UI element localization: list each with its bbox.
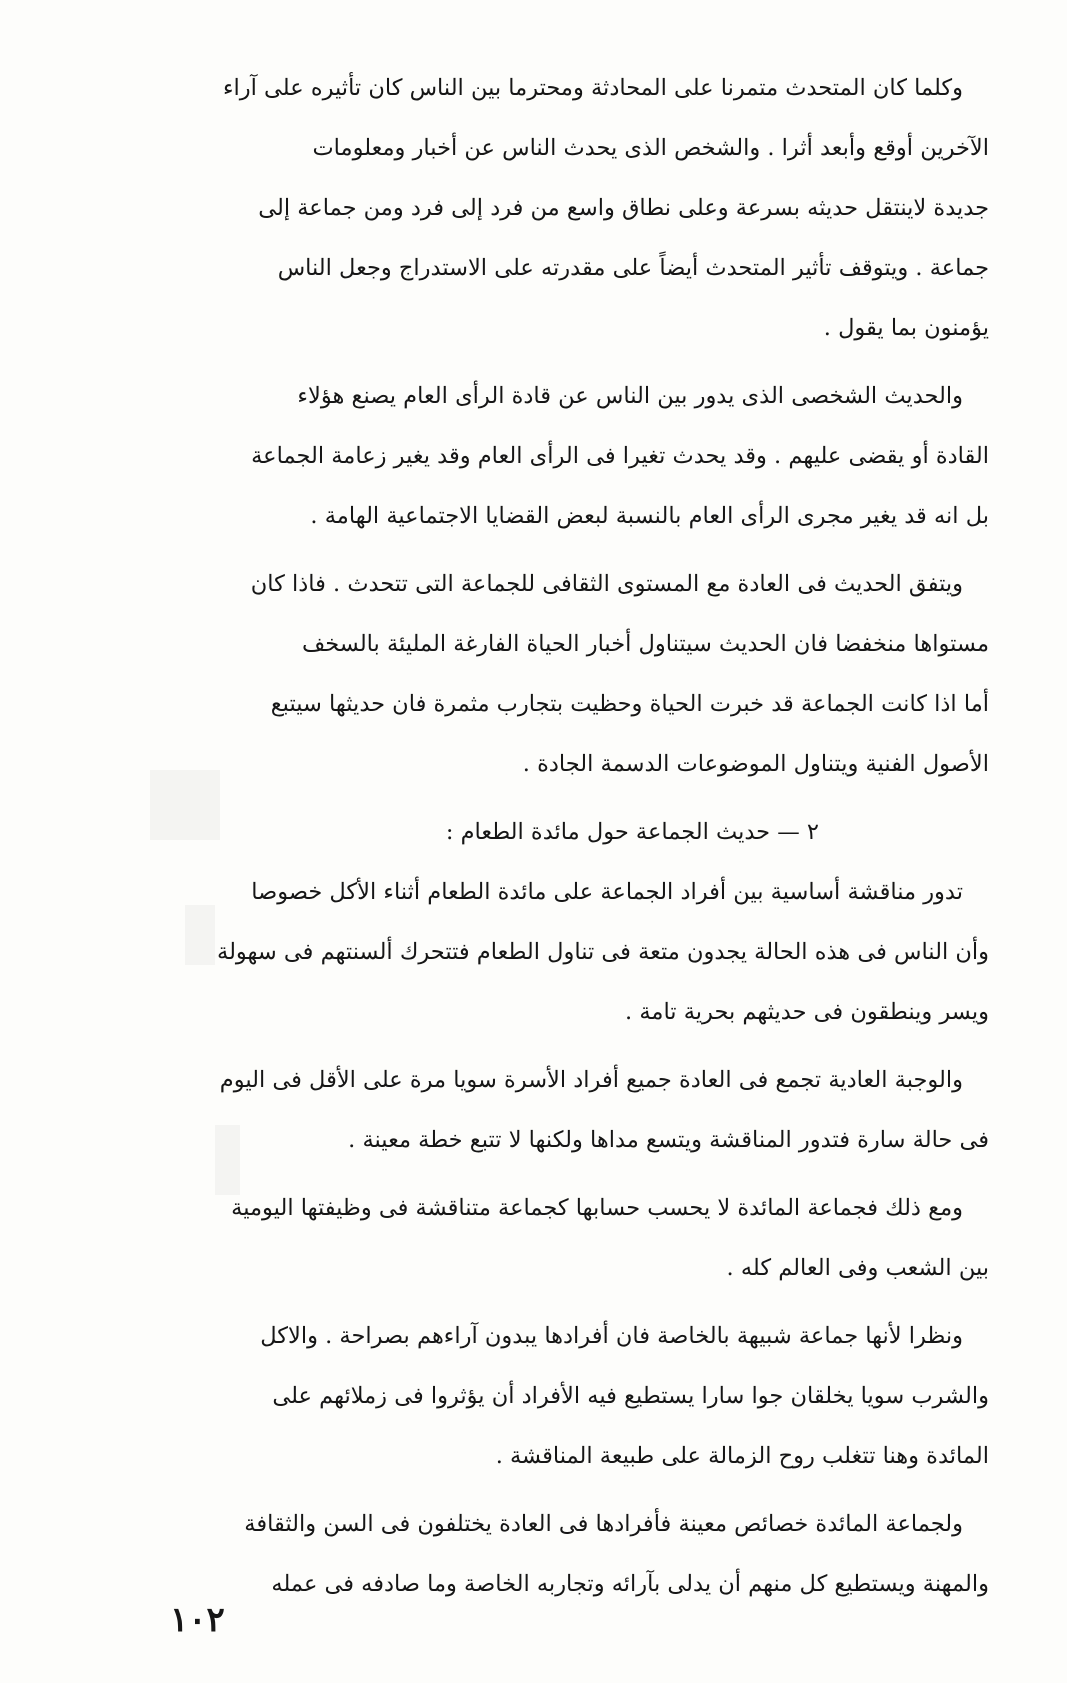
text-line: المائدة وهنا تتغلب روح الزمالة على طبيعة المناقشة . (495, 1443, 989, 1469)
text-line: ولجماعة المائدة خصائص معينة فأفرادها فى العادة يختلفون فى السن والثقافة (244, 1511, 963, 1537)
paragraph-8 (78, 1494, 989, 1614)
text-line: ويتفق الحديث فى العادة مع المستوى الثقافى للجماعة التى تتحدث . فاذا كان (250, 571, 963, 597)
text-line: فى حالة سارة فتدور المناقشة ويتسع مداها ولكنها لا تتبع خطة معينة . (348, 1127, 989, 1153)
text-line: جديدة لاينتقل حديثه بسرعة وعلى نطاق واسع من فرد إلى فرد ومن جماعة إلى (258, 195, 989, 221)
paragraph-2 (78, 366, 989, 546)
text-line: الأصول الفنية ويتناول الموضوعات الدسمة الجادة . (522, 751, 989, 777)
text-line: أما اذا كانت الجماعة قد خبرت الحياة وحظيت بتجارب مثمرة فان حديثها سيتبع (270, 691, 989, 717)
text-line: ونظرا لأنها جماعة شبيهة بالخاصة فان أفرادها يبدون آراءهم بصراحة . والاكل (260, 1323, 963, 1349)
text-line: والحديث الشخصى الذى يدور بين الناس عن قادة الرأى العام يصنع هؤلاء (297, 383, 963, 409)
scan-artifact (150, 770, 220, 840)
scan-artifact (185, 905, 215, 965)
text-line: ومع ذلك فجماعة المائدة لا يحسب حسابها كجماعة متناقشة فى وظيفتها اليومية (231, 1195, 963, 1221)
text-line: جماعة . ويتوقف تأثير المتحدث أيضاً على مقدرته على الاستدراج وجعل الناس (277, 255, 989, 281)
text-line: مستواها منخفضا فان الحديث سيتناول أخبار الحياة الفارغة المليئة بالسخف (301, 631, 989, 657)
text-line: وكلما كان المتحدث متمرنا على المحادثة ومحترما بين الناس كان تأثيره على آراء (222, 75, 963, 101)
text-line: بين الشعب وفى العالم كله . (726, 1255, 989, 1281)
text-line: والشرب سويا يخلقان جوا سارا يستطيع فيه الأفراد أن يؤثروا فى زملائهم على (272, 1383, 989, 1409)
text-line: ويسر وينطقون فى حديثهم بحرية تامة . (625, 999, 989, 1025)
paragraph-7 (78, 1306, 989, 1486)
text-line: والمهنة ويستطيع كل منهم أن يدلى بآرائه وتجاربه الخاصة وما صادفه فى عمله (271, 1571, 989, 1597)
paragraph-3 (78, 554, 989, 794)
text-line: القادة أو يقضى عليهم . وقد يحدث تغيرا فى الرأى العام وقد يغير زعامة الجماعة (251, 443, 989, 469)
page-number: ١٠٢ (170, 1600, 225, 1640)
text-line: بل انه قد يغير مجرى الرأى العام بالنسبة لبعض القضايا الاجتماعية الهامة . (310, 503, 989, 529)
text-line: الآخرين أوقع وأبعد أثرا . والشخص الذى يحدث الناس عن أخبار ومعلومات (312, 135, 989, 161)
paragraph-1 (78, 58, 989, 358)
text-line: والوجبة العادية تجمع فى العادة جميع أفراد الأسرة سويا مرة على الأقل فى اليوم (219, 1067, 963, 1093)
text-line: تدور مناقشة أساسية بين أفراد الجماعة على مائدة الطعام أثناء الأكل خصوصا (251, 879, 963, 905)
paragraph-6 (78, 1178, 989, 1298)
text-line: وأن الناس فى هذه الحالة يجدون متعة فى تناول الطعام فتتحرك ألسنتهم فى سهولة (217, 939, 989, 965)
text-line: يؤمنون بما يقول . (823, 315, 989, 341)
scan-artifact (215, 1125, 240, 1195)
section-heading: ٢ — حديث الجماعة حول مائدة الطعام : (445, 819, 819, 845)
